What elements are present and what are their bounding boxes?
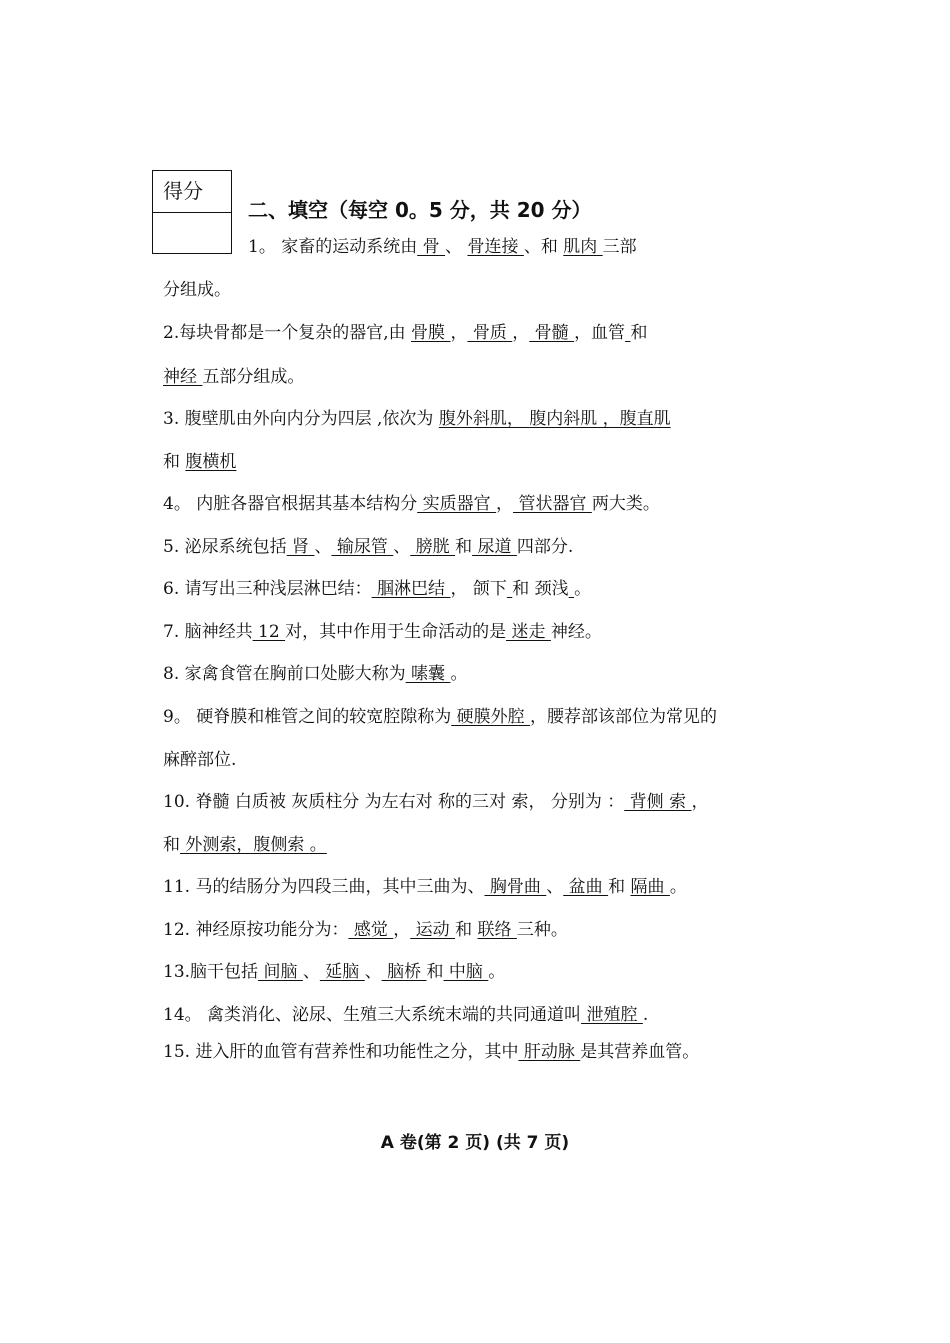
question-line — [163, 322, 647, 344]
answer-blank: 实质器官 — [417, 494, 497, 514]
question-text: ， — [393, 920, 411, 940]
question-text: 4。 内脏各器官根据其基本结构分 — [163, 494, 418, 514]
answer-blank: 12 — [252, 622, 286, 642]
question-text: 6. 请写出三种浅层淋巴结： — [163, 579, 372, 599]
question-line — [248, 236, 637, 258]
question-line — [163, 749, 236, 771]
question-text: 、 — [445, 237, 468, 257]
question-text: 8. 家禽食管在胸前口处膨大称为 — [163, 664, 406, 684]
answer-blank: 泄殖腔 — [581, 1005, 643, 1025]
question-text: 。 — [669, 877, 687, 897]
question-text: 三种。 — [516, 920, 568, 940]
question-text: 和 — [608, 877, 631, 897]
answer-blank: 间脑 — [258, 962, 303, 982]
answer-blank: 腹外斜肌， — [438, 409, 530, 429]
question-text: 13.脑干包括 — [163, 962, 259, 982]
answer-blank: 延脑 — [319, 962, 365, 982]
question-text: 和 — [163, 835, 180, 855]
question-line — [163, 876, 687, 898]
question-line — [163, 366, 304, 388]
answer-blank: 腹内斜肌 ，腹直肌 — [529, 409, 671, 429]
answer-blank: 中脑 — [443, 962, 489, 982]
question-text: 。 — [574, 579, 592, 599]
question-line — [163, 706, 717, 728]
question-line — [163, 791, 708, 813]
question-text: 对，其中作用于生命活动的是 — [285, 622, 507, 642]
score-blank — [153, 213, 231, 255]
question-text: 三部 — [602, 237, 637, 257]
question-line — [163, 279, 231, 301]
answer-blank: 外测索，腹侧索 。 — [180, 835, 327, 855]
answer-blank: 输尿管 — [331, 537, 394, 557]
question-text: ， — [450, 323, 468, 343]
question-line — [163, 1041, 699, 1063]
question-text: ， 颌下 — [450, 579, 507, 599]
question-text: 2.每块骨都是一个复杂的器官,由 — [163, 323, 412, 343]
answer-blank: 背侧 索 — [624, 792, 692, 812]
question-text: 。 — [488, 962, 506, 982]
question-text: 5. 泌尿系统包括 — [163, 537, 287, 557]
question-text: 分组成。 — [163, 280, 231, 300]
answer-blank: 肌肉 — [563, 237, 603, 257]
question-line — [163, 493, 660, 515]
page-footer: A 卷(第 2 页) (共 7 页) — [380, 1133, 570, 1153]
question-text: ， — [512, 323, 530, 343]
question-text: 、 — [393, 537, 411, 557]
section-title: 二、填空（每空 0。5 分，共 20 分） — [248, 198, 592, 222]
answer-blank: 盆曲 — [563, 877, 609, 897]
question-text: 神经。 — [550, 622, 602, 642]
question-text: 3. 腹壁肌由外向内分为四层 ,依次为 — [163, 409, 439, 429]
question-text: 和 — [426, 962, 444, 982]
question-line — [163, 961, 505, 983]
question-line — [163, 621, 602, 643]
question-text: 五部分组成。 — [202, 367, 305, 387]
answer-blank: 隔曲 — [630, 877, 670, 897]
answer-blank: 骨质 — [467, 323, 513, 343]
answer-blank: 迷走 — [506, 622, 551, 642]
question-line — [163, 408, 671, 430]
question-text: . — [642, 1005, 649, 1025]
answer-blank: 腘淋巴结 — [371, 579, 451, 599]
question-line — [163, 663, 467, 685]
question-text: 和 颈浅 — [512, 579, 569, 599]
answer-blank: 管状器官 — [513, 494, 592, 514]
answer-blank: 腹横机 — [185, 452, 237, 472]
answer-blank: 嗉囊 — [405, 664, 451, 684]
answer-blank: 神经 — [163, 367, 203, 387]
question-text: 、 — [314, 537, 332, 557]
question-text: 7. 脑神经共 — [163, 622, 253, 642]
answer-blank: 尿道 — [472, 537, 517, 557]
question-text: 、和 — [523, 237, 564, 257]
question-text: 11. 马的结肠分为四段三曲，其中三曲为、 — [163, 877, 485, 897]
question-text: 。 — [450, 664, 468, 684]
question-text: 、 — [364, 962, 382, 982]
question-line — [163, 536, 573, 558]
question-text: 是其营养血管。 — [580, 1042, 700, 1062]
question-text: ， — [691, 792, 709, 812]
question-text: 14。 禽类消化、泌尿、生殖三大系统末端的共同通道叫 — [163, 1005, 582, 1025]
question-text: 麻醉部位. — [163, 750, 237, 770]
answer-blank: 运动 — [410, 920, 456, 940]
question-text: 和 — [455, 920, 478, 940]
question-text: ，血管 — [574, 323, 626, 343]
answer-blank: 肾 — [286, 537, 315, 557]
answer-blank: 胸骨曲 — [484, 877, 547, 897]
question-text: 9。 硬脊膜和椎管之间的较宽腔隙称为 — [163, 707, 452, 727]
answer-blank: 肝动脉 — [518, 1042, 581, 1062]
question-text: 10. 脊髓 白质被 灰质柱分 为左右对 称的三对 索， 分别为 ： — [163, 792, 625, 812]
answer-blank: 脑桥 — [381, 962, 427, 982]
answer-blank: 硬膜外腔 — [451, 707, 531, 727]
question-text: 和 — [630, 323, 648, 343]
question-text: 12. 神经原按功能分为： — [163, 920, 349, 940]
question-line — [163, 1004, 648, 1026]
question-text: ， — [496, 494, 514, 514]
question-text: ，腰荐部该部位为常见的 — [530, 707, 718, 727]
answer-blank: 骨 — [417, 237, 446, 257]
score-label: 得分 — [153, 171, 231, 213]
question-line — [163, 834, 327, 856]
answer-blank: 联络 — [477, 920, 517, 940]
answer-blank: 膀胱 — [410, 537, 456, 557]
question-text: 四部分. — [516, 537, 574, 557]
question-text: 15. 进入肝的血管有营养性和功能性之分，其中 — [163, 1042, 519, 1062]
question-text: 和 — [163, 452, 186, 472]
answer-blank: 骨连接 — [467, 237, 524, 257]
question-text: 和 — [455, 537, 473, 557]
question-line — [163, 451, 236, 473]
question-text: 两大类。 — [591, 494, 660, 514]
question-line — [163, 578, 591, 600]
question-line — [163, 919, 568, 941]
answer-blank: 感觉 — [348, 920, 394, 940]
answer-blank: 骨膜 — [411, 323, 451, 343]
score-box — [152, 170, 232, 254]
question-text: 、 — [302, 962, 320, 982]
answer-blank: 骨髓 — [529, 323, 575, 343]
question-text: 、 — [546, 877, 564, 897]
question-text: 1。 家畜的运动系统由 — [248, 237, 418, 257]
